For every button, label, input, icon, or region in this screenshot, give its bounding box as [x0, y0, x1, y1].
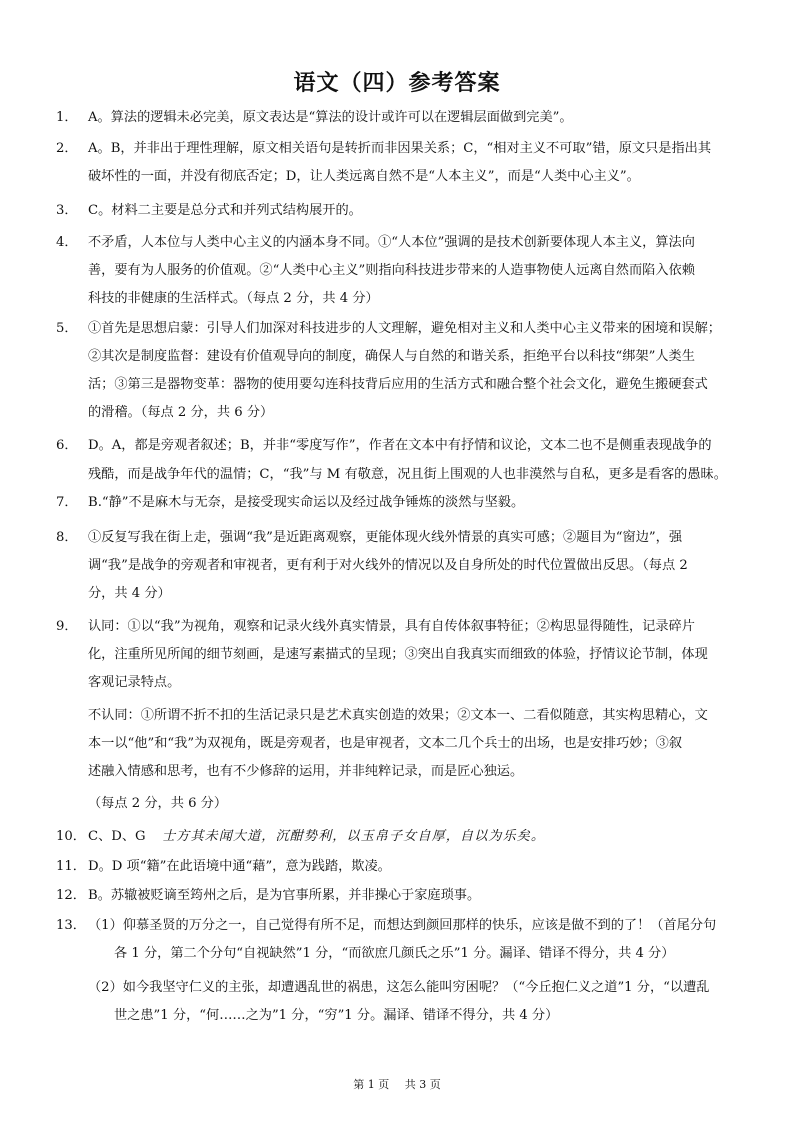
q11-number: 11． [56, 859, 86, 874]
q10-answer: C、D、G [88, 829, 146, 844]
q2-number: 2． [56, 141, 78, 156]
q10-number: 10． [56, 829, 86, 844]
q6-line: 残酷，而是战争年代的温情；C，“我”与 M 有敬意，况且街上围观的人也非漠然与自私，更多是看客的愚昧。 [88, 467, 727, 482]
q9-line: 本一以“他”和“我”为双视角，既是旁观者，也是审视者，文本二几个兵士的出场，也是安排巧妙；③叙 [88, 736, 683, 751]
q8-number: 8． [56, 530, 78, 545]
q8-line: ①反复写我在街上走，强调“我”是近距离观察，更能体现火线外情景的真实可感；②题目为“窗边”，强 [88, 530, 683, 545]
q9-line: （每点 2 分，共 6 分） [88, 796, 228, 811]
q4-number: 4． [56, 235, 78, 250]
q7-line: B.“静”不是麻木与无奈，是接受现实命运以及经过战争锤炼的淡然与坚毅。 [88, 495, 525, 510]
q9-line: 客观记录特点。 [88, 675, 181, 690]
page-total: 共 3 页 [404, 1078, 441, 1091]
q2-line: A。B，并非出于理性理解，原文相关语句是转折而非因果关系；C，“相对主义不可取”错，原文只是指出其 [88, 141, 712, 156]
q9-line: 不认同：①所谓不折不扣的生活记录只是艺术真实创造的效果；②文本一、二看似随意，其实构思精心，文 [88, 708, 708, 723]
q9-number: 9． [56, 619, 78, 634]
q9-line: 化，注重所见所闻的细节刻画，是速写素描式的呈现；③突出自我真实而细致的体验，抒情议论节制，体现 [88, 647, 708, 662]
q5-line: ②其次是制度监督：建设有价值观导向的制度，确保人与自然的和谐关系，拒绝平台以科技“绑架”人类生 [88, 349, 695, 364]
q3-line: C。材料二主要是总分式和并列式结构展开的。 [88, 203, 362, 218]
q11-line: D。D 项“籍”在此语境中通“藉”，意为践踏，欺凌。 [88, 859, 391, 874]
q5-line: ①首先是思想启蒙：引导人们加深对科技进步的人文理解，避免相对主义和人类中心主义带来的困境和误解； [88, 321, 721, 336]
q9-line: 认同：①以“我”为视角，观察和记录火线外真实情景，具有自传体叙事特征；②构思显得随性，记录碎片 [88, 619, 695, 634]
q1-line: A。算法的逻辑未必完美，原文表达是“算法的设计或许可以在逻辑层面做到完美”。 [88, 110, 573, 125]
page-title: 语文（四）参考答案 [293, 71, 501, 96]
q12-number: 12． [56, 888, 86, 903]
q8-line: 调“我”是战争的旁观者和审视者，更有利于对火线外的情况以及自身所处的时代位置做出反思。（每点 2 [88, 558, 688, 573]
q4-line: 善，要有为人服务的价值观。②“人类中心主义”则指向科技进步带来的人造事物使人远离自然而陷入依赖 [88, 263, 695, 278]
q5-number: 5． [56, 321, 78, 336]
q13-line: 世之患”1 分，“何……之为”1 分，“穷”1 分。漏译、错译不得分，共 4 分） [114, 1008, 559, 1023]
q6-number: 6． [56, 438, 78, 453]
page-footer [0, 1076, 794, 1092]
q1-number: 1． [56, 110, 78, 125]
q3-number: 3． [56, 203, 78, 218]
q10-punctuated-text: 士方其未闻大道，沉酣势利，以玉帛子女自厚，自以为乐矣。 [162, 829, 546, 844]
q4-line: 科技的非健康的生活样式。（每点 2 分，共 4 分） [88, 291, 379, 306]
q13-line: 各 1 分，第二个分句“自视缺然”1 分，“而欲庶几颜氏之乐”1 分。漏译、错译不得分，共 4 分） [114, 946, 675, 961]
q12-line: B。苏辙被贬谪至筠州之后，是为官事所累，并非操心于家庭琐事。 [88, 888, 481, 903]
q5-line: 活；③第三是器物变革：器物的使用要勾连科技背后应用的生活方式和融合整个社会文化，避免生搬硬套式 [88, 377, 708, 392]
q13-line: （2）如今我坚守仁义的主张，却遭遇乱世的祸患，这怎么能叫穷困呢？（“今丘抱仁义之道”1 分，“以遭乱 [88, 980, 710, 995]
q9-line: 述融入情感和思考，也有不少修辞的运用，并非纯粹记录，而是匠心独运。 [88, 764, 524, 779]
q13-line: （1）仰慕圣贤的万分之一，自己觉得有所不足，而想达到颜回那样的快乐，应该是做不到的了！（首尾分句 [88, 918, 717, 933]
q2-line: 破坏性的一面，并没有彻底否定；D，让人类远离自然不是“人本主义”，而是“人类中心主义”。 [88, 169, 640, 184]
q13-number: 13． [56, 918, 86, 933]
q5-line: 的滑稽。（每点 2 分，共 6 分） [88, 405, 274, 420]
q6-line: D。A，都是旁观者叙述；B，并非“零度写作”，作者在文本中有抒情和议论，文本二也不是侧重表现战争的 [88, 438, 712, 453]
q8-line: 分，共 4 分） [88, 586, 171, 601]
page-number: 第 1 页 [353, 1078, 390, 1091]
q4-line: 不矛盾，人本位与人类中心主义的内涵本身不同。①“人本位”强调的是技术创新要体现人本主义，算法向 [88, 235, 695, 250]
q7-number: 7． [56, 495, 78, 510]
